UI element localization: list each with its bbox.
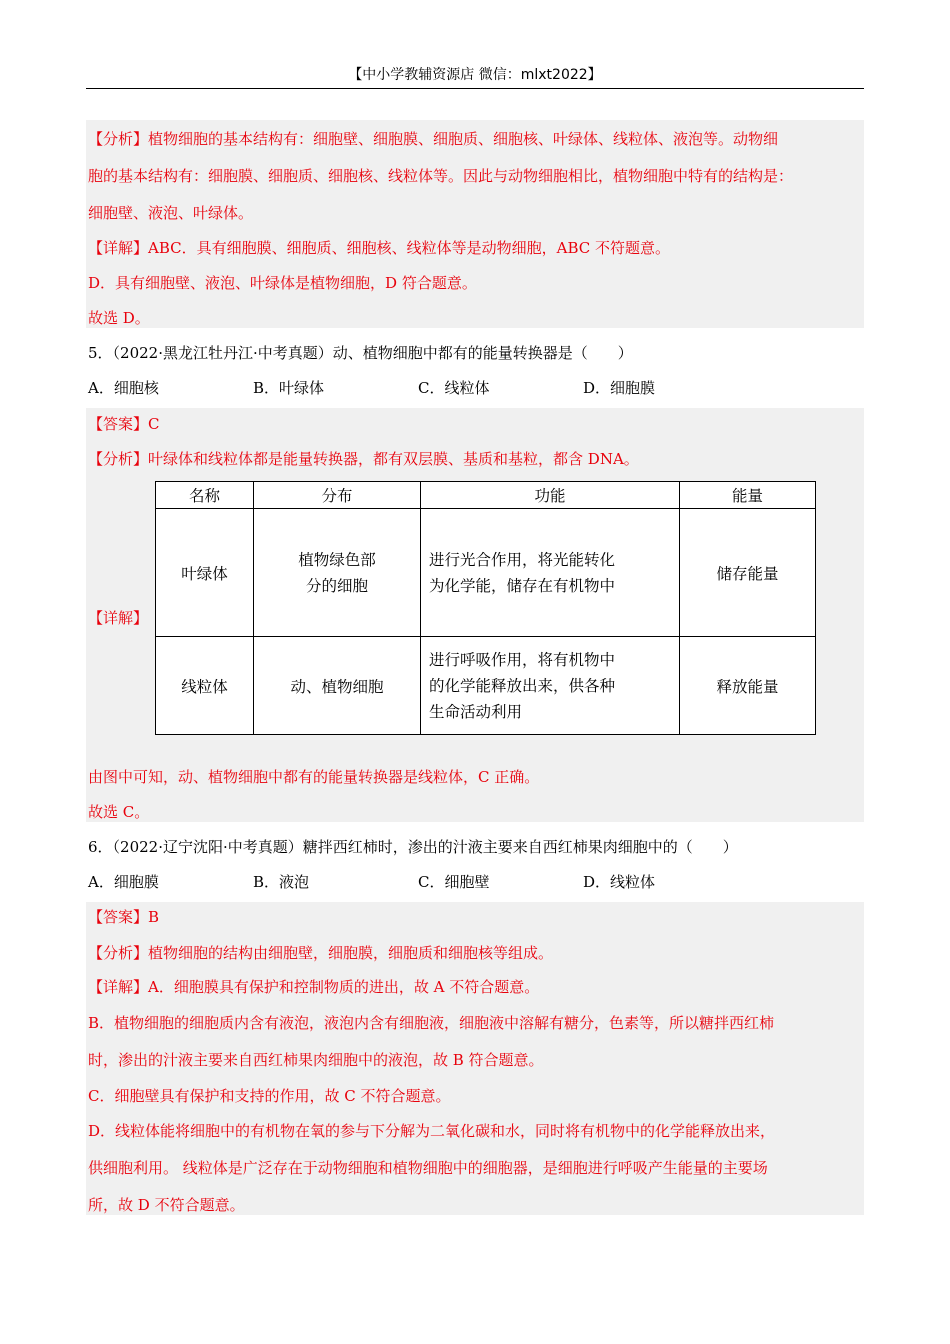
table-row (156, 509, 816, 637)
table-header-name: 名称 (156, 482, 254, 509)
q6-detail-b2: 时，渗出的汁液主要来自西红柿果肉细胞中的液泡，故 B 符合题意。 (88, 1051, 544, 1069)
q6-detail-a: 【详解】A．细胞膜具有保护和控制物质的进出，故 A 不符合题意。 (88, 978, 540, 996)
q5-analysis: 【分析】叶绿体和线粒体都是能量转换器，都有双层膜、基质和基粒，都含 DNA。 (88, 450, 639, 468)
q4-analysis-line3: 细胞壁、液泡、叶绿体。 (88, 204, 254, 222)
table-header-function: 功能 (421, 482, 680, 509)
q5-option-c: C．线粒体 (418, 379, 490, 397)
table-header-distribution: 分布 (254, 482, 421, 509)
q6-detail-c: C．细胞壁具有保护和支持的作用，故 C 不符合题意。 (88, 1087, 451, 1105)
row-mitochondria-energy: 释放能量 (680, 637, 816, 735)
q6-detail-b1: B．植物细胞的细胞质内含有液泡，液泡内含有细胞液，细胞液中溶解有糖分，色素等，所以糖拌西红柿 (88, 1014, 775, 1032)
q5-option-d: D．细胞膜 (583, 379, 656, 397)
q5-option-b: B．叶绿体 (253, 379, 325, 397)
q4-analysis-line2: 胞的基本结构有：细胞膜、细胞质、细胞核、线粒体等。因此与动物细胞相比，植物细胞中特有的结构是： (88, 167, 794, 185)
q5-analysis-label: 【分析】 (88, 450, 149, 468)
row-mitochondria-function: 进行呼吸作用，将有机物中 的化学能释放出来，供各种 生命活动利用 (421, 637, 680, 735)
q4-analysis-label: 【分析】 (88, 130, 149, 148)
q4-explanation-block (86, 120, 864, 328)
q5-explanation: 由图中可知，动、植物细胞中都有的能量转换器是线粒体，C 正确。 (88, 768, 540, 786)
table-row (156, 637, 816, 735)
q5-option-a: A．细胞核 (88, 379, 159, 397)
q6-answer-label: 【答案】 (88, 908, 149, 926)
row-chloroplast-distribution: 植物绿色部 分的细胞 (254, 509, 421, 637)
q5-answer-label: 【答案】 (88, 415, 149, 433)
q4-conclusion: 故选 D。 (88, 309, 150, 327)
q4-analysis-line1: 【分析】植物细胞的基本结构有：细胞壁、细胞膜、细胞质、细胞核、叶绿体、线粒体、液泡等。动物细 (88, 130, 779, 148)
row-chloroplast-name: 叶绿体 (156, 509, 254, 637)
q6-option-b: B．液泡 (253, 873, 310, 891)
energy-converter-table (155, 481, 816, 735)
q6-answer: 【答案】B (88, 908, 160, 926)
q6-stem: 6．（2022·辽宁沈阳·中考真题）糖拌西红柿时，渗出的汁液主要来自西红柿果肉细胞中的（ ） (88, 838, 738, 856)
q5-answer: 【答案】C (88, 415, 160, 433)
q5-conclusion: 故选 C。 (88, 803, 150, 821)
row-mitochondria-name: 线粒体 (156, 637, 254, 735)
q6-detail-label: 【详解】 (88, 978, 149, 996)
header-text: 【中小学教辅资源店 微信：mlxt2022】 (348, 67, 602, 83)
q6-option-c: C．细胞壁 (418, 873, 490, 891)
table-header-energy: 能量 (680, 482, 816, 509)
row-chloroplast-energy: 储存能量 (680, 509, 816, 637)
q6-detail-d1: D．线粒体能将细胞中的有机物在氧的参与下分解为二氧化碳和水，同时将有机物中的化学能释放出来， (88, 1122, 776, 1140)
q4-detail-label: 【详解】 (88, 239, 149, 257)
q6-analysis-label: 【分析】 (88, 944, 149, 962)
table-header-row (156, 482, 816, 509)
page-header (86, 64, 864, 89)
row-mitochondria-distribution: 动、植物细胞 (254, 637, 421, 735)
q6-option-a: A．细胞膜 (88, 873, 159, 891)
q4-detail-line1: 【详解】ABC．具有细胞膜、细胞质、细胞核、线粒体等是动物细胞，ABC 不符题意。 (88, 239, 671, 257)
row-chloroplast-function: 进行光合作用，将光能转化 为化学能，储存在有机物中 (421, 509, 680, 637)
q6-analysis: 【分析】植物细胞的结构由细胞壁，细胞膜，细胞质和细胞核等组成。 (88, 944, 554, 962)
q4-detail-line2: D．具有细胞壁、液泡、叶绿体是植物细胞，D 符合题意。 (88, 274, 477, 292)
q6-detail-d3: 所，故 D 不符合题意。 (88, 1196, 245, 1214)
q5-stem: 5．（2022·黑龙江牡丹江·中考真题）动、植物细胞中都有的能量转换器是（ ） (88, 344, 633, 362)
q6-option-d: D．线粒体 (583, 873, 656, 891)
q6-detail-d2: 供细胞利用。 线粒体是广泛存在于动物细胞和植物细胞中的细胞器，是细胞进行呼吸产生能量的主要场 (88, 1159, 768, 1177)
q5-detail-label: 【详解】 (88, 609, 149, 627)
